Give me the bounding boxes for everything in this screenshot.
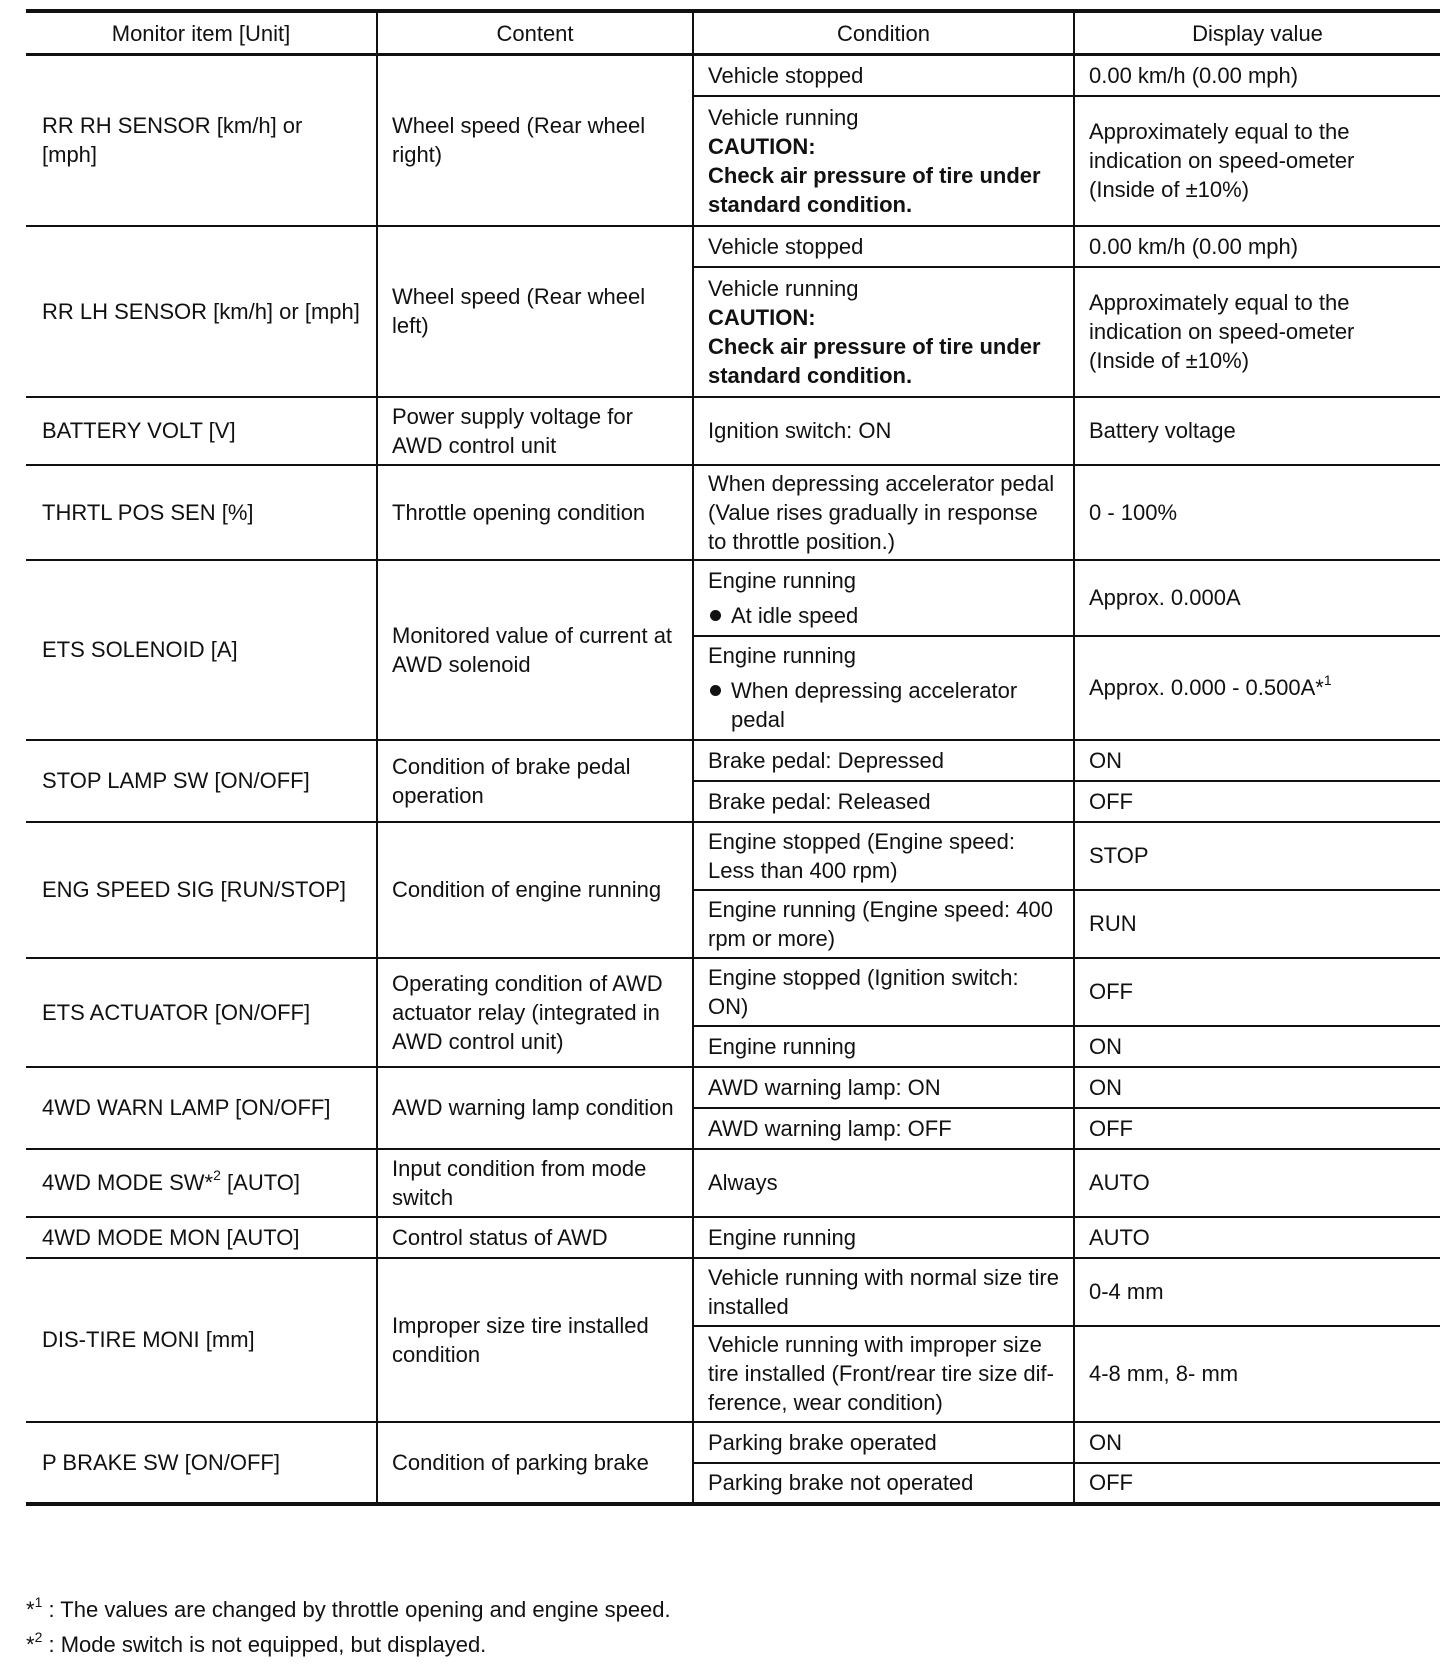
content-p-brake: Condition of parking brake bbox=[377, 1422, 693, 1504]
condition-warn-on: AWD warning lamp: ON bbox=[693, 1067, 1074, 1108]
bullet-item bbox=[708, 676, 1059, 734]
bullet-icon bbox=[710, 685, 721, 696]
monitor-item-battery-volt: BATTERY VOLT [V] bbox=[26, 397, 377, 465]
content-thrtl-pos: Throttle opening condition bbox=[377, 465, 693, 560]
monitor-item-ets-solenoid: ETS SOLENOID [A] bbox=[26, 560, 377, 740]
condition-text: Engine running bbox=[708, 643, 857, 668]
condition-normal-tire: Vehicle running with normal size tire installed bbox=[693, 1258, 1074, 1326]
table-row bbox=[26, 226, 1440, 267]
value-warn-on: ON bbox=[1074, 1067, 1440, 1108]
value-thrtl-pos: 0 - 100% bbox=[1074, 465, 1440, 560]
condition-engine-stopped: Engine stopped (Engine speed: Less than 400 rpm) bbox=[693, 822, 1074, 890]
table-row bbox=[26, 958, 1440, 1026]
monitor-item-table bbox=[26, 9, 1440, 1506]
content-mode-sw: Input condition from mode switch bbox=[377, 1149, 693, 1217]
footnote-number: 2 bbox=[34, 1629, 43, 1645]
condition-mode-sw: Always bbox=[693, 1149, 1074, 1217]
value-brake-released: OFF bbox=[1074, 781, 1440, 822]
content-warn-lamp: AWD warning lamp condition bbox=[377, 1067, 693, 1149]
condition-vehicle-running bbox=[693, 96, 1074, 226]
value-engine-running: RUN bbox=[1074, 890, 1440, 958]
value-parking-not-operated: OFF bbox=[1074, 1463, 1440, 1504]
value-approx-equal: Approximately equal to the indication on speed-ometer (Inside of ±10%) bbox=[1074, 96, 1440, 226]
monitor-item-rr-lh: RR LH SENSOR [km/h] or [mph] bbox=[26, 226, 377, 397]
table-row bbox=[26, 1258, 1440, 1326]
content-stop-lamp: Condition of brake pedal operation bbox=[377, 740, 693, 822]
table-row bbox=[26, 560, 1440, 636]
value-approx-equal: Approximately equal to the indication on speed-ometer (Inside of ±10%) bbox=[1074, 267, 1440, 397]
footnote-2 bbox=[26, 1627, 671, 1662]
monitor-item-dis-tire: DIS-TIRE MONI [mm] bbox=[26, 1258, 377, 1422]
monitor-item-stop-lamp: STOP LAMP SW [ON/OFF] bbox=[26, 740, 377, 822]
condition-engine-running: Engine running (Engine speed: 400 rpm or more) bbox=[693, 890, 1074, 958]
caution-title: CAUTION: bbox=[708, 304, 816, 330]
table-row bbox=[26, 465, 1440, 560]
value-battery-volt: Battery voltage bbox=[1074, 397, 1440, 465]
monitor-item-ets-actuator: ETS ACTUATOR [ON/OFF] bbox=[26, 958, 377, 1067]
content-dis-tire: Improper size tire installed condition bbox=[377, 1258, 693, 1422]
condition-ets-depressing bbox=[693, 636, 1074, 740]
caution-body: Check air pressure of tire under standard condition. bbox=[708, 333, 1041, 388]
item-text: 4WD MODE SW* bbox=[42, 1170, 214, 1195]
table-row bbox=[26, 397, 1440, 465]
header-monitor-item: Monitor item [Unit] bbox=[26, 11, 377, 55]
content-ets-solenoid: Monitored value of current at AWD solenoid bbox=[377, 560, 693, 740]
value-mode-mon: AUTO bbox=[1074, 1217, 1440, 1258]
footnote-text: : Mode switch is not equipped, but displayed. bbox=[42, 1632, 487, 1657]
monitor-item-mode-mon: 4WD MODE MON [AUTO] bbox=[26, 1217, 377, 1258]
value-text: Approx. 0.000 - 0.500A* bbox=[1089, 675, 1324, 700]
header-condition: Condition bbox=[693, 11, 1074, 55]
condition-brake-released: Brake pedal: Released bbox=[693, 781, 1074, 822]
value-brake-depressed: ON bbox=[1074, 740, 1440, 781]
condition-thrtl-pos: When depressing accelerator pedal (Value rises gradually in response to throttle position.) bbox=[693, 465, 1074, 560]
table-row bbox=[26, 1149, 1440, 1217]
condition-text: Vehicle running bbox=[708, 104, 859, 130]
content-rr-rh: Wheel speed (Rear wheel right) bbox=[377, 55, 693, 226]
condition-vehicle-stopped: Vehicle stopped bbox=[693, 226, 1074, 267]
table-header-row bbox=[26, 11, 1440, 55]
content-mode-mon: Control status of AWD bbox=[377, 1217, 693, 1258]
table-row bbox=[26, 1067, 1440, 1108]
value-parking-operated: ON bbox=[1074, 1422, 1440, 1463]
caution-body: Check air pressure of tire under standard condition. bbox=[708, 162, 1041, 217]
value-ets-depressing bbox=[1074, 636, 1440, 740]
condition-parking-operated: Parking brake operated bbox=[693, 1422, 1074, 1463]
content-eng-speed: Condition of engine running bbox=[377, 822, 693, 958]
footnote-text: : The values are changed by throttle opening and engine speed. bbox=[42, 1597, 671, 1622]
table-row bbox=[26, 1217, 1440, 1258]
value-engine-stopped: STOP bbox=[1074, 822, 1440, 890]
bullet-text: When depressing accelerator pedal bbox=[731, 678, 1018, 732]
value-ignition-on: OFF bbox=[1074, 958, 1440, 1026]
condition-engine-running: Engine running bbox=[693, 1026, 1074, 1067]
header-content: Content bbox=[377, 11, 693, 55]
header-display-value: Display value bbox=[1074, 11, 1440, 55]
value-improper-tire: 4-8 mm, 8- mm bbox=[1074, 1326, 1440, 1422]
condition-vehicle-stopped: Vehicle stopped bbox=[693, 55, 1074, 96]
value-mode-sw: AUTO bbox=[1074, 1149, 1440, 1217]
value-zero-speed: 0.00 km/h (0.00 mph) bbox=[1074, 226, 1440, 267]
table-row bbox=[26, 55, 1440, 96]
footnote-mark: * bbox=[26, 1597, 35, 1622]
value-zero-speed: 0.00 km/h (0.00 mph) bbox=[1074, 55, 1440, 96]
condition-text: Vehicle running bbox=[708, 275, 859, 301]
bullet-icon bbox=[710, 610, 721, 621]
footnote-1 bbox=[26, 1592, 671, 1627]
monitor-item-eng-speed: ENG SPEED SIG [RUN/STOP] bbox=[26, 822, 377, 958]
content-ets-actuator: Operating condition of AWD actuator relay (integrated in AWD control unit) bbox=[377, 958, 693, 1067]
condition-mode-mon: Engine running bbox=[693, 1217, 1074, 1258]
table-row bbox=[26, 822, 1440, 890]
monitor-item-p-brake: P BRAKE SW [ON/OFF] bbox=[26, 1422, 377, 1504]
condition-warn-off: AWD warning lamp: OFF bbox=[693, 1108, 1074, 1149]
item-unit: [AUTO] bbox=[220, 1170, 300, 1195]
content-rr-lh: Wheel speed (Rear wheel left) bbox=[377, 226, 693, 397]
caution-title: CAUTION: bbox=[708, 133, 816, 159]
bullet-item bbox=[708, 601, 1059, 630]
value-engine-running: ON bbox=[1074, 1026, 1440, 1067]
condition-brake-depressed: Brake pedal: Depressed bbox=[693, 740, 1074, 781]
monitor-item-rr-rh: RR RH SENSOR [km/h] or [mph] bbox=[26, 55, 377, 226]
condition-text: Engine running bbox=[708, 567, 857, 593]
monitor-item-thrtl-pos: THRTL POS SEN [%] bbox=[26, 465, 377, 560]
monitor-item-warn-lamp: 4WD WARN LAMP [ON/OFF] bbox=[26, 1067, 377, 1149]
table-row bbox=[26, 740, 1440, 781]
condition-ignition-on: Engine stopped (Ignition switch: ON) bbox=[693, 958, 1074, 1026]
condition-ets-idle bbox=[693, 560, 1074, 636]
footnotes bbox=[26, 1592, 671, 1662]
content-battery-volt: Power supply voltage for AWD control unit bbox=[377, 397, 693, 465]
monitor-item-mode-sw bbox=[26, 1149, 377, 1217]
condition-improper-tire: Vehicle running with improper size tire installed (Front/rear tire size dif-ference, wear condition) bbox=[693, 1326, 1074, 1422]
value-ets-idle: Approx. 0.000A bbox=[1074, 560, 1440, 636]
condition-parking-not-operated: Parking brake not operated bbox=[693, 1463, 1074, 1504]
footnote-number: 1 bbox=[34, 1594, 43, 1610]
value-warn-off: OFF bbox=[1074, 1108, 1440, 1149]
footnote-mark: * bbox=[26, 1632, 35, 1657]
condition-vehicle-running bbox=[693, 267, 1074, 397]
footnote-ref: 2 bbox=[213, 1167, 221, 1183]
condition-battery-volt: Ignition switch: ON bbox=[693, 397, 1074, 465]
bullet-text: At idle speed bbox=[731, 602, 859, 628]
footnote-ref: 1 bbox=[1323, 672, 1332, 688]
table-row bbox=[26, 1422, 1440, 1463]
value-normal-tire: 0-4 mm bbox=[1074, 1258, 1440, 1326]
